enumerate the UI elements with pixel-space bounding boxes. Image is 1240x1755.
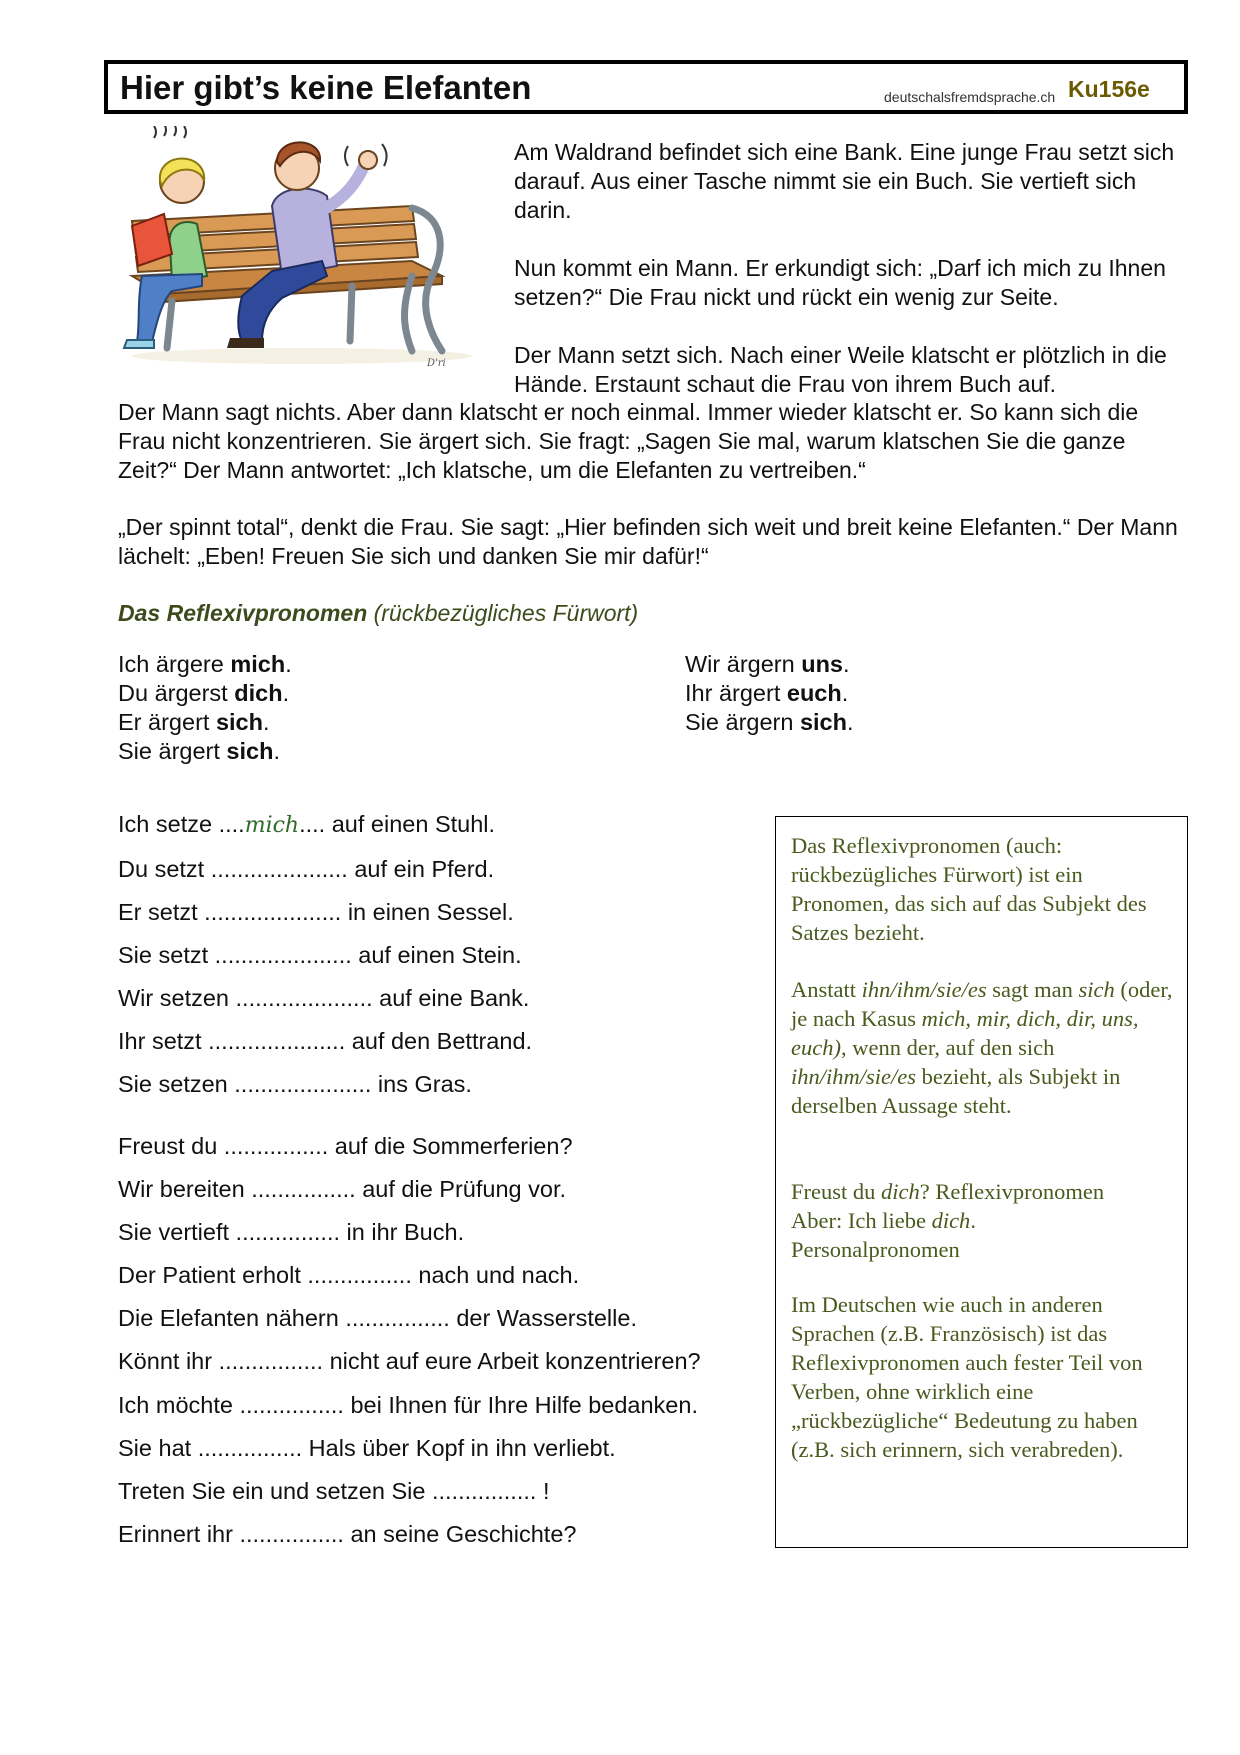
exercise-item: Sie setzen ..................... ins Gras. <box>118 1071 472 1097</box>
grammar-info-box <box>775 816 1188 1548</box>
exercise-item: Ihr setzt ..................... auf den Bettrand. <box>118 1028 533 1054</box>
exercise-item: Treten Sie ein und setzen Sie ................ ! <box>118 1478 550 1504</box>
svg-text:D'ri: D'ri <box>427 358 446 369</box>
exercise-item: Freust du ................ auf die Sommerferien? <box>118 1133 573 1159</box>
exercise-item: Er setzt ..................... in einen Sessel. <box>118 899 514 925</box>
page-title: Hier gibt’s keine Elefanten <box>120 69 532 106</box>
section-title-sub: (rückbezügliches Fürwort) <box>373 600 639 626</box>
story-paragraph-3a: Der Mann setzt sich. Nach einer Weile klatscht er plötzlich in die Hände. Erstaunt schaut die Frau von ihrem Buch auf. <box>514 342 1167 397</box>
conj-row: Er ärgert sich. <box>118 709 270 735</box>
story-paragraph-3b: Der Mann sagt nichts. Aber dann klatscht er noch einmal. Immer wieder klatscht er. So kann sich die Frau nicht konzentrieren. Sie ärgert sich. Sie fragt: „Sagen Sie mal, warum klatschen Sie die ganze Zeit?“ Der Mann antwortet: „Ich klatsche, um die Elefanten zu vertreiben.“ <box>118 399 1139 483</box>
section-title <box>118 600 638 627</box>
worksheet-header <box>104 60 1188 114</box>
exercise-item: Ich möchte ................ bei Ihnen für Ihre Hilfe bedanken. <box>118 1392 698 1418</box>
exercise-item: Sie setzt ..................... auf einen Stein. <box>118 942 522 968</box>
exercise-item: Der Patient erholt ................ nach und nach. <box>118 1262 580 1288</box>
exercise-example: Ich setze ....mich.... auf einen Stuhl. <box>118 811 496 838</box>
exercise-item: Die Elefanten nähern ................ der Wasserstelle. <box>118 1305 637 1331</box>
exercise-item: Erinnert ihr ................ an seine Geschichte? <box>118 1521 577 1547</box>
conj-row: Ich ärgere mich. <box>118 651 292 677</box>
info-paragraph-1: Das Reflexivpronomen (auch: rückbezügliches Fürwort) ist ein Pronomen, das sich auf das Subjekt des Satzes bezieht. <box>791 833 1147 945</box>
exercise-item: Du setzt ..................... auf ein Pferd. <box>118 856 495 882</box>
story-paragraph-1: Am Waldrand befindet sich eine Bank. Eine junge Frau setzt sich darauf. Aus einer Tasche nimmt sie ein Buch. Sie vertieft sich darin. <box>514 139 1175 223</box>
exercise-item: Wir setzen ..................... auf eine Bank. <box>118 985 530 1011</box>
conj-row: Du ärgerst dich. <box>118 680 290 706</box>
conj-row: Sie ärgern sich. <box>685 709 854 735</box>
bench-illustration <box>112 126 474 374</box>
conj-row: Sie ärgert sich. <box>118 738 280 764</box>
section-title-main: Das Reflexivpronomen <box>118 600 368 626</box>
story-paragraph-2: Nun kommt ein Mann. Er erkundigt sich: „Darf ich mich zu Ihnen setzen?“ Die Frau nickt und rückt ein wenig zur Seite. <box>514 255 1166 310</box>
conj-row: Ihr ärgert euch. <box>685 680 849 706</box>
worksheet-code: Ku156e <box>1068 76 1150 102</box>
info-paragraph-4: Im Deutschen wie auch in anderen Sprachen (z.B. Französisch) ist das Reflexivpronomen auch fester Teil von Verben, ohne wirklich eine „rückbezügliche“ Bedeutung zu haben (z.B. sich erinnern, sich verabreden). <box>791 1292 1143 1462</box>
story-paragraph-4: „Der spinnt total“, denkt die Frau. Sie sagt: „Hier befinden sich weit und breit keine Elefanten.“ Der Mann lächelt: „Eben! Freuen Sie sich und danken Sie mir dafür!“ <box>118 514 1178 569</box>
exercise-item: Könnt ihr ................ nicht auf eure Arbeit konzentrieren? <box>118 1348 701 1374</box>
conjugation-right <box>685 650 854 737</box>
info-paragraph-2: Anstatt ihn/ihm/sie/es sagt man sich (oder, je nach Kasus mich, mir, dich, dir, uns, euch), wenn der, auf den sich ihn/ihm/sie/es bezieht, als Subjekt in derselben Aussage steht. <box>791 977 1173 1118</box>
info-paragraph-3: Freust du dich? Reflexivpronomen Aber: Ich liebe dich. Personalpronomen <box>791 1179 1105 1262</box>
conj-row: Wir ärgern uns. <box>685 651 850 677</box>
example-answer: mich <box>244 813 300 838</box>
site-name: deutschalsfremdsprache.ch <box>884 89 1056 105</box>
exercise-item: Sie hat ................ Hals über Kopf in ihn verliebt. <box>118 1435 616 1461</box>
conjugation-left <box>118 650 292 766</box>
exercise-item: Wir bereiten ................ auf die Prüfung vor. <box>118 1176 567 1202</box>
exercise-item: Sie vertieft ................ in ihr Buch. <box>118 1219 465 1245</box>
